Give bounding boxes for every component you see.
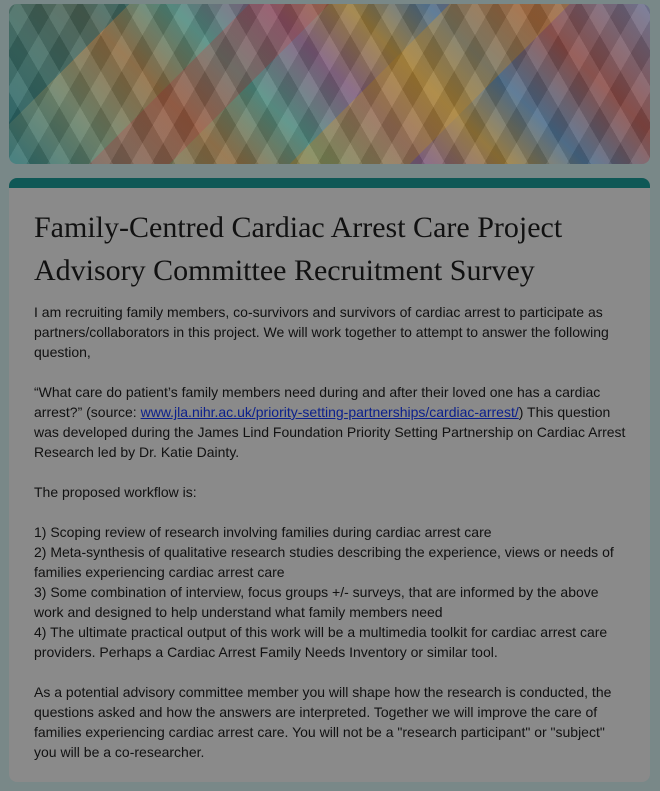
workflow-item: 2) Meta-synthesis of qualitative research studies describing the experience, views or needs of families experiencing cardiac arrest care <box>34 544 614 580</box>
text: “What care do patient’s family members need during and after their loved one has a cardiac arrest?” (source: <box>34 384 601 420</box>
description-paragraph: As a potential advisory committee member you will shape how the research is conducted, the questions asked and how the answers are interpreted. Together we will improve the care of families experiencing cardiac arrest care. You will not be a "research participant" or "subject" you will be a co-researcher. <box>34 684 612 760</box>
workflow-item: 1) Scoping review of research involving families during cardiac arrest care <box>34 524 492 540</box>
form-header-card <box>9 178 650 782</box>
workflow-item: 4) The ultimate practical output of this work will be a multimedia toolkit for cardiac arrest care providers. Perhaps a Cardiac Arrest Family Needs Inventory or similar tool. <box>34 624 608 660</box>
description-paragraph: I am recruiting family members, co-survivors and survivors of cardiac arrest to participate as partners/collaborators in this project. We will work together to attempt to answer the following question, <box>34 304 609 360</box>
description-paragraph: The proposed workflow is: <box>34 484 197 500</box>
form-title: Family-Centred Cardiac Arrest Care Project Advisory Committee Recruitment Survey <box>34 211 563 287</box>
description-paragraph <box>34 382 626 462</box>
source-link[interactable]: www.jla.nihr.ac.uk/priority-setting-partnerships/cardiac-arrest/ <box>140 404 519 420</box>
header-banner-image <box>9 4 650 164</box>
workflow-item: 3) Some combination of interview, focus groups +/- surveys, that are informed by the above work and designed to help understand what family members need <box>34 584 599 620</box>
form-description <box>9 292 650 762</box>
accent-bar <box>9 178 650 188</box>
workflow-list <box>34 522 626 662</box>
text: ) This question was developed during the James Lind Foundation Priority Setting Partnership on Cardiac Arrest Research led by Dr. Katie Dainty. <box>34 404 626 460</box>
